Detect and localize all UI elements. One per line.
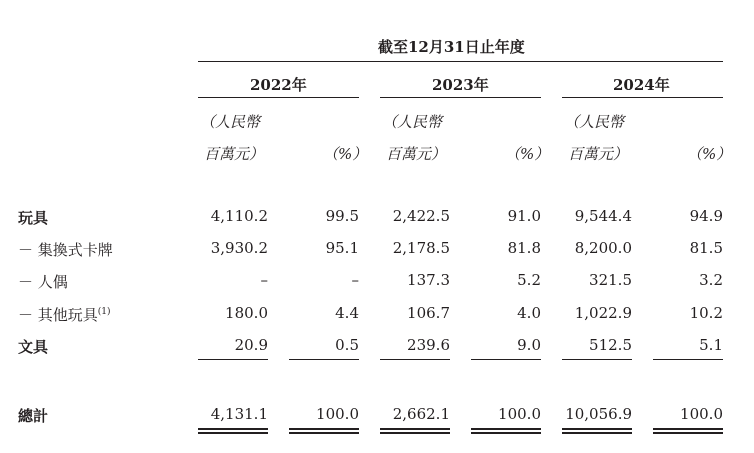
double-rule	[198, 428, 268, 430]
subtotal-rule-c1	[198, 359, 268, 360]
footnote-marker: (1)	[97, 307, 111, 317]
table-cell: 4,110.2	[210, 207, 268, 225]
table-cell: 95.1	[325, 239, 359, 257]
subtotal-rule-c6	[653, 359, 723, 360]
table-cell: 9.0	[517, 336, 541, 354]
table-cell: 9,544.4	[574, 207, 632, 225]
unit-2024-line2: 百萬元）	[568, 145, 629, 163]
table-cell: 5.2	[517, 271, 541, 289]
year-2024-underline	[562, 97, 723, 98]
total-label: 總計	[18, 407, 49, 425]
total-cell: 100.0	[316, 405, 359, 423]
year-2023-header: 2023年	[432, 76, 489, 94]
table-cell: 3,930.2	[210, 239, 268, 257]
table-cell: 4.0	[517, 304, 541, 322]
table-cell: 106.7	[407, 304, 450, 322]
row-label: － 人偶	[18, 273, 68, 291]
double-rule	[471, 432, 541, 434]
total-cell: 100.0	[680, 405, 723, 423]
total-cell: 10,056.9	[565, 405, 632, 423]
table-cell: 1,022.9	[574, 304, 632, 322]
double-rule	[380, 428, 450, 430]
double-rule	[289, 428, 359, 430]
subtotal-rule-c4	[471, 359, 541, 360]
total-cell: 4,131.1	[210, 405, 268, 423]
table-cell: 321.5	[589, 271, 632, 289]
row-label: － 其他玩具$^{(1)}$	[18, 306, 111, 324]
period-header: 截至12月31日止年度	[378, 38, 525, 56]
double-rule	[653, 432, 723, 434]
year-2022-underline	[198, 97, 359, 98]
double-rule	[198, 432, 268, 434]
double-rule	[562, 428, 632, 430]
table-cell: 0.5	[335, 336, 359, 354]
year-2023-underline	[380, 97, 541, 98]
unit-2023-line2: 百萬元）	[386, 145, 447, 163]
table-cell: 8,200.0	[574, 239, 632, 257]
pct-2024: （%）	[687, 145, 732, 163]
table-cell: 94.9	[689, 207, 723, 225]
table-cell: 3.2	[699, 271, 723, 289]
table-cell: 137.3	[407, 271, 450, 289]
table-cell: 91.0	[507, 207, 541, 225]
double-rule	[471, 428, 541, 430]
subtotal-rule-c5	[562, 359, 632, 360]
table-cell: –	[260, 271, 268, 289]
unit-2022-line1: （人民幣	[200, 113, 261, 131]
total-cell: 2,662.1	[392, 405, 450, 423]
year-2022-header: 2022年	[250, 76, 307, 94]
year-2024-header: 2024年	[613, 76, 670, 94]
table-cell: 2,178.5	[392, 239, 450, 257]
table-cell: 10.2	[689, 304, 723, 322]
unit-2023-line1: （人民幣	[382, 113, 443, 131]
table-cell: 99.5	[325, 207, 359, 225]
double-rule	[289, 432, 359, 434]
table-cell: 180.0	[225, 304, 268, 322]
pct-2023: （%）	[505, 145, 550, 163]
unit-2022-line2: 百萬元）	[204, 145, 265, 163]
row-label: 玩具	[18, 209, 49, 227]
table-cell: 239.6	[407, 336, 450, 354]
table-cell: 512.5	[589, 336, 632, 354]
subtotal-rule-c2	[289, 359, 359, 360]
subtotal-rule-c3	[380, 359, 450, 360]
table-cell: –	[351, 271, 359, 289]
double-rule	[380, 432, 450, 434]
table-cell: 4.4	[335, 304, 359, 322]
table-cell: 81.5	[689, 239, 723, 257]
row-label: － 集換式卡牌	[18, 241, 113, 259]
table-cell: 5.1	[699, 336, 723, 354]
total-cell: 100.0	[498, 405, 541, 423]
double-rule	[653, 428, 723, 430]
table-cell: 81.8	[507, 239, 541, 257]
period-underline	[198, 61, 723, 62]
double-rule	[562, 432, 632, 434]
row-label: 文具	[18, 338, 49, 356]
table-cell: 2,422.5	[392, 207, 450, 225]
pct-2022: （%）	[323, 145, 368, 163]
unit-2024-line1: （人民幣	[564, 113, 625, 131]
table-cell: 20.9	[234, 336, 268, 354]
